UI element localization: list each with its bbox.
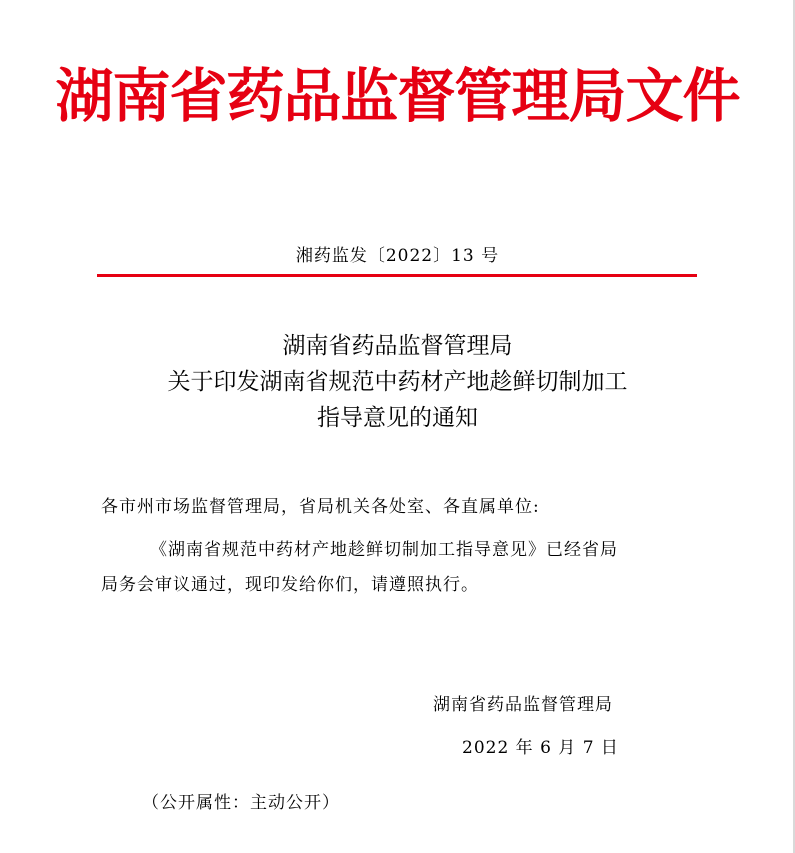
body-paragraph-line-2: 局务会审议通过，现印发给你们，请遵照执行。 <box>101 575 479 595</box>
document-title <box>0 328 795 436</box>
title-line-1: 湖南省药品监督管理局 <box>282 333 513 359</box>
signature-date: 2022 年 6 月 7 日 <box>462 738 619 758</box>
signature-organization: 湖南省药品监督管理局 <box>433 695 613 715</box>
body-paragraph-line-1: 《湖南省规范中药材产地趁鲜切制加工指导意见》已经省局 <box>150 540 618 560</box>
document-number: 湘药监发〔2022〕13 号 <box>295 246 500 266</box>
document-header: 湖南省药品监督管理局文件 <box>55 62 740 130</box>
disclosure-attribute: （公开属性：主动公开） <box>142 793 340 813</box>
title-line-2: 关于印发湖南省规范中药材产地趁鲜切制加工 <box>167 369 628 395</box>
red-divider-line <box>97 274 697 277</box>
salutation: 各市州市场监督管理局，省局机关各处室、各直属单位: <box>101 497 540 517</box>
title-line-3: 指导意见的通知 <box>317 405 478 431</box>
